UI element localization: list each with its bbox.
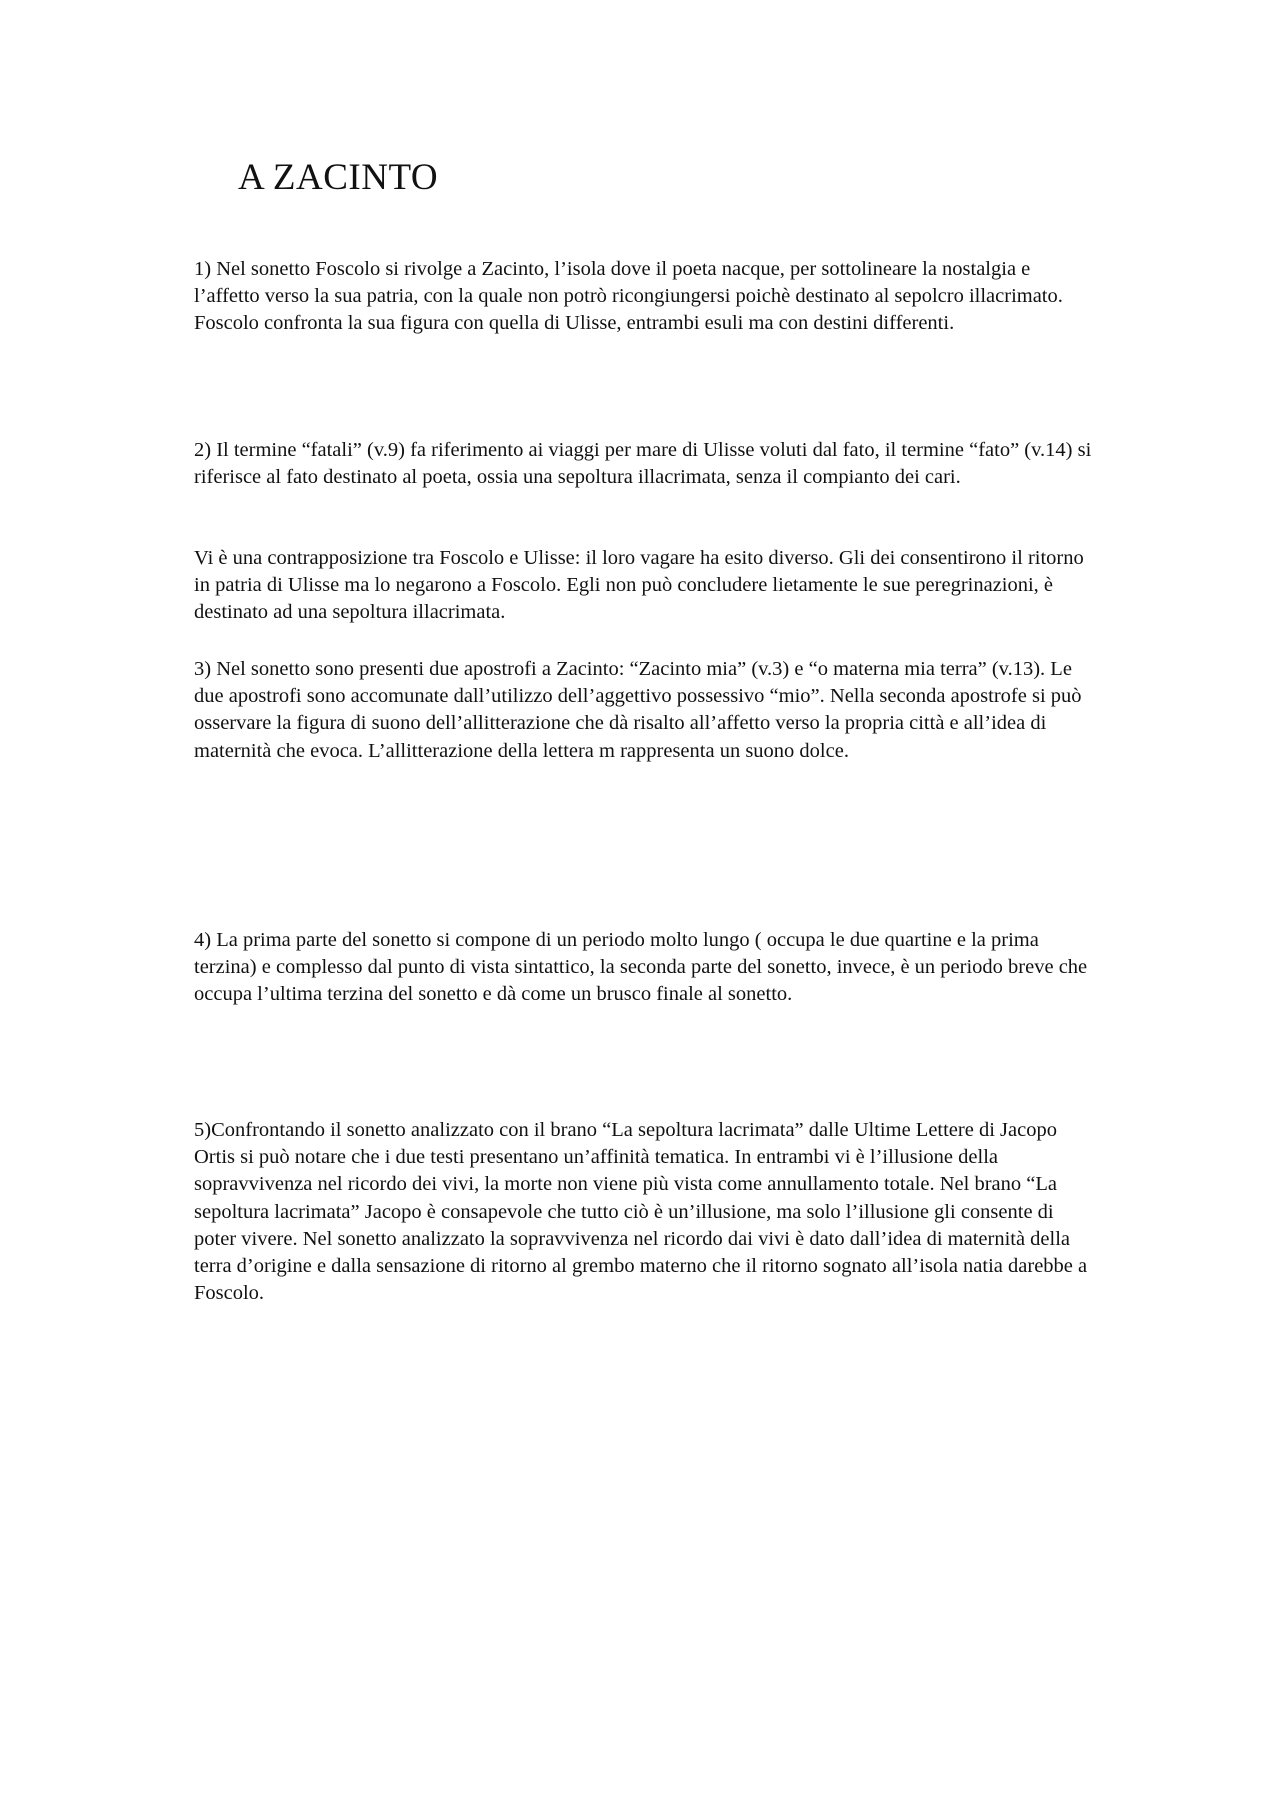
paragraph-answer-2: 2) Il termine “fatali” (v.9) fa riferimento ai viaggi per mare di Ulisse voluti dal fato, il termine “fato” (v.14) si riferisce al fato destinato al poeta, ossia una sepoltura illacrimata, senza il compianto dei cari.: [194, 439, 1092, 489]
paragraph-answer-5: 5)Confrontando il sonetto analizzato con il brano “La sepoltura lacrimata” dalle Ultime Lettere di Jacopo Ortis si può notare che i due testi presentano un’affinità tematica. In entrambi vi è l’illusione della sopravvivenza nel ricordo dei vivi, la morte non viene più vista come annullamento totale. Nel brano “La sepoltura lacrimata” Jacopo è consapevole che tutto ciò è un’illusione, ma solo l’illusione gli consente di poter vivere. Nel sonetto analizzato la sopravvivenza nel ricordo dai vivi è dato dall’idea di maternità della terra d’origine e dalla sensazione di ritorno al grembo materno che il ritorno sognato all’isola natia darebbe a Foscolo.: [194, 1119, 1088, 1305]
paragraph-answer-2-continued: Vi è una contrapposizione tra Foscolo e Ulisse: il loro vagare ha esito diverso. Gli dei consentirono il ritorno in patria di Ulisse ma lo negarono a Foscolo. Egli non può concludere lietamente le sue peregrinazioni, è destinato ad una sepoltura illacrimata.: [194, 547, 1084, 624]
paragraph-answer-1: 1) Nel sonetto Foscolo si rivolge a Zacinto, l’isola dove il poeta nacque, per sottolineare la nostalgia e l’affetto verso la sua patria, con la quale non potrò ricongiungersi poichè destinato al sepolcro illacrimato. Foscolo confronta la sua figura con quella di Ulisse, entrambi esuli ma con destini differenti.: [194, 258, 1063, 335]
paragraph-answer-3: 3) Nel sonetto sono presenti due apostrofi a Zacinto: “Zacinto mia” (v.3) e “o materna mia terra” (v.13). Le due apostrofi sono accomunate dall’utilizzo dell’aggettivo possessivo “mio”. Nella seconda apostrofe si può osservare la figura di suono dell’allitterazione che dà risalto all’affetto verso la propria città e all’idea di maternità che evoca. L’allitterazione della lettera m rappresenta un suono dolce.: [194, 658, 1082, 762]
document-title: A ZACINTO: [238, 157, 439, 198]
paragraph-answer-4: 4) La prima parte del sonetto si compone di un periodo molto lungo ( occupa le due quartine e la prima terzina) e complesso dal punto di vista sintattico, la seconda parte del sonetto, invece, è un periodo breve che occupa l’ultima terzina del sonetto e dà come un brusco finale al sonetto.: [194, 929, 1088, 1006]
